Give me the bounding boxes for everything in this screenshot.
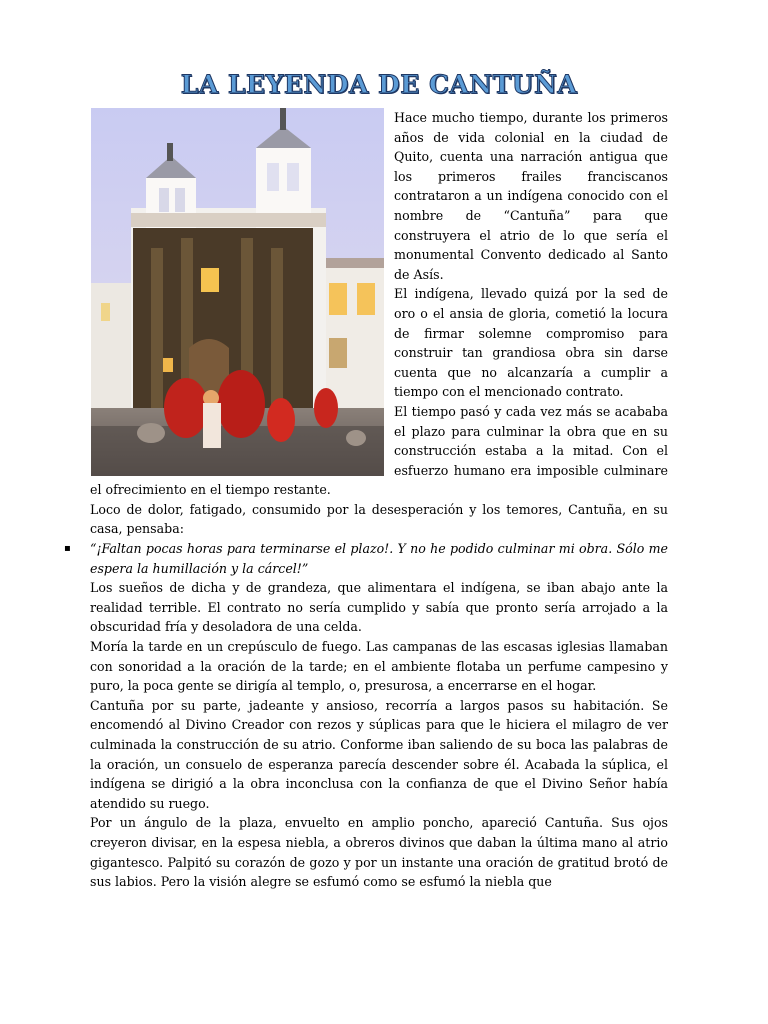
paragraph-6: Moría la tarde en un crepúsculo de fuego. Las campanas de las escasas iglesias llamaban con sonoridad a la oración de la tarde; en el ambiente flotaba un perfume campesino y puro, la poca gente se dirigía al templo, o, presurosa, a encerrarse en el hogar. [90,639,668,694]
quote-text: “¡Faltan pocas horas para terminarse el plazo!. Y no he podido culminar mi obra. Sólo me espera la humillación y la cárcel!” [90,541,668,576]
document-body [64,108,668,892]
document-title: LA LEYENDA DE CANTUÑA [180,70,578,99]
church-photo [91,108,384,476]
paragraph-1: Hace mucho tiempo, durante los primeros años de vida colonial en la ciudad de Quito, cuenta una narración antigua que los primeros frailes franciscanos contrataron a un indígena conocido con el nombre de “Cantuña” para que construyera el atrio de lo que sería el monumental Convento dedicado al Santo de Asís. [394,110,668,282]
paragraph-8: Por un ángulo de la plaza, envuelto en amplio poncho, apareció Cantuña. Sus ojos creyeron divisar, en la espesa niebla, a obreros divinos que daban la última mano al atrio gigantesco. Palpitó su corazón de gozo y por un instante una oración de gratitud brotó de sus labios. Pero la visión alegre se esfumó como se esfumó la niebla que [90,815,668,890]
paragraph-7: Cantuña por su parte, jadeante y ansioso, recorría a largos pasos su habitación. Se encomendó al Divino Creador con rezos y súplicas para que le hiciera el milagro de ver culminada la construcción de su atrio. Conforme iban saliendo de su boca las palabras de la oración, un consuelo de esperanza parecía descender sobre él. Acabada la súplica, el indígena se dirigió a la obra inconclusa con la confianza de que el Divino Señor había atendido su ruego. [90,697,668,811]
bullet-square-icon: ▪ [64,543,71,555]
paragraph-4: Loco de dolor, fatigado, consumido por la desesperación y los temores, Cantuña, en su casa, pensaba: [90,501,668,537]
paragraph-5: Los sueños de dicha y de grandeza, que alimentara el indígena, se iban abajo ante la realidad terrible. El contrato no sería cumplido y sabía que pronto sería arrojado a la obscuridad fría y desoladora de una celda. [90,580,668,635]
quote-list-item [64,539,668,578]
paragraph-2: El indígena, llevado quizá por la sed de oro o el ansia de gloria, cometió la locura de firmar solemne compromiso para construir tan grandiosa obra sin darse cuenta que no alcanzaría a cumplir a tiempo con el mencionado contrato. [394,286,668,400]
document-page [64,70,668,892]
paragraph-3: El tiempo pasó y cada vez más se acababa el plazo para culminar la obra que en su construcción estaba a la mitad. Con el esfuerzo humano era imposible culminare el ofrecimiento en el tiempo restante. [90,403,668,498]
